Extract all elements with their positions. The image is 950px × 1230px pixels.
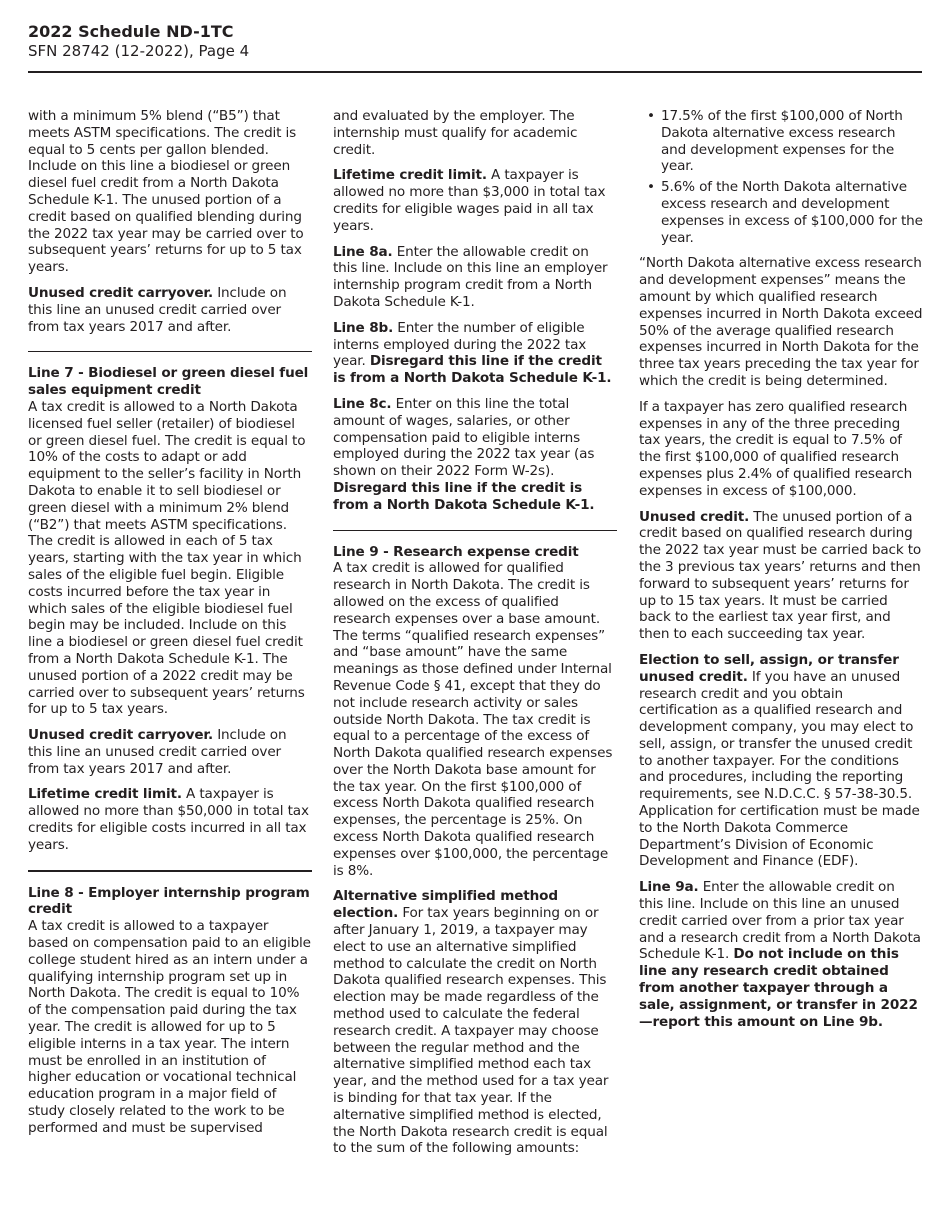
lifetime-limit-lead: Lifetime credit limit.	[28, 786, 182, 803]
line-8c-note: Disregard this line if the credit is from a North Dakota Schedule K-1.	[333, 479, 595, 513]
line-9-text: A tax credit is allowed for qualified research in North Dakota. The credit is allowed on the excess of qualified research expenses over a base amount. The terms “qualified research expenses” and “base amount” have the same meanings as those defined under Internal Revenue Code § 41, except that they do not include research activity or sales outside North Dakota. The tax credit is equal to a percentage of the excess of North Dakota qualified research expenses over the North Dakota base amount for the tax year. On the first $100,000 of excess North Dakota qualified research expenses, the percentage is 25%. On excess North Dakota qualified research expenses over $100,000, the percentage is 8%.	[333, 560, 613, 879]
list-item	[639, 108, 923, 175]
line-8c-text: Enter on this line the total amount of wages, salaries, or other compensation paid to eligible interns employed during the 2022 tax year (as shown on their 2022 Form W-2s).	[333, 395, 595, 480]
line-9a-lead: Line 9a.	[639, 879, 699, 896]
unused-credit-text: The unused portion of a credit based on qualified research during the 2022 tax year must be carried back to the 3 previous tax years’ returns and then forward to subsequent years’ returns for up to 15 tax years. It must be carried back to the earliest tax year first, and then to each succeeding tax year.	[639, 508, 922, 643]
alternative-method-paragraph	[333, 888, 617, 1157]
election-transfer-paragraph	[639, 652, 923, 870]
line-7-text: A tax credit is allowed to a North Dakota licensed fuel seller (retailer) of biodiesel or green diesel fuel. The credit is equal to 10% of the costs to adapt or add equipment to the seller’s facility in North Dakota to enable it to sell biodiesel or green diesel with a minimum 2% blend (“B2”) that meets ASTM specifications. The credit is allowed in each of 5 tax years, starting with the tax year in which sales of the eligible fuel begin. Eligible costs incurred before the tax year in which sales of the eligible biodiesel fuel begin may be included. Include on this line a biodiesel or green diesel fuel credit from a North Dakota Schedule K-1. The unused portion of a 2022 credit may be carried over to subsequent years’ returns for up to 5 tax years.	[28, 398, 306, 718]
bullet-icon: •	[647, 179, 655, 196]
line-9a-note: Do not include on this line any research credit obtained from another taxpayer through a sale, assignment, or transfer in 2022—report this amount on Line 9b.	[639, 946, 918, 1030]
section-divider	[28, 351, 312, 352]
line-7-heading: Line 7 - Biodiesel or green diesel fuel sales equipment credit	[28, 365, 309, 399]
section-divider	[333, 530, 617, 531]
line-8b-lead: Line 8b.	[333, 319, 394, 336]
lifetime-limit-lead: Lifetime credit limit.	[333, 167, 487, 184]
line-8a-text: Enter the allowable credit on this line. Include on this line an employer internship program credit from a North Dakota Schedule K-1.	[333, 243, 608, 310]
bullet-icon: •	[647, 108, 655, 124]
alternative-method-lead: Alternative simplified method election.	[333, 888, 558, 922]
line-8b-note: Disregard this line if the credit is from a North Dakota Schedule K-1.	[333, 353, 612, 387]
line-9-heading: Line 9 - Research expense credit	[333, 543, 579, 560]
line-8-text: A tax credit is allowed to a taxpayer based on compensation paid to an eligible college student hired as an intern under a qualifying internship program set up in North Dakota. The credit is equal to 10% of the compensation paid during the tax year. The credit is allowed for up to 5 eligible interns in a tax year. The intern must be enrolled in an institution of higher education or vocational technical education program in a major field of study closely related to the work to be performed and must be supervised	[28, 918, 311, 1136]
unused-carryover-text: Include on this line an unused credit carried over from tax years 2017 and after.	[28, 284, 287, 335]
unused-carryover-paragraph	[28, 285, 312, 335]
line-8-continued: and evaluated by the employer. The internship must qualify for academic credit.	[333, 108, 578, 158]
unused-carryover-lead: Unused credit carryover.	[28, 727, 214, 744]
lifetime-limit-paragraph	[333, 167, 617, 234]
unused-carryover-lead: Unused credit carryover.	[28, 284, 214, 301]
line-8-heading: Line 8 - Employer internship program credit	[28, 884, 310, 918]
list-item	[639, 179, 923, 246]
line-8b-text: Enter the number of eligible interns employed during the 2022 tax year.	[333, 319, 587, 370]
page-header	[28, 22, 922, 61]
lifetime-limit-text: A taxpayer is allowed no more than $50,000 in total tax credits for eligible costs incurred in all tax years.	[28, 786, 309, 853]
unused-carryover-text: Include on this line an unused credit carried over from tax years 2017 and after.	[28, 727, 287, 777]
alternative-method-text: For tax years beginning on or after January 1, 2019, a taxpayer may elect to use an alternative simplified method to calculate the credit on North Dakota qualified research expenses. This election may be made regardless of the method used to calculate the federal research credit. A taxpayer may choose between the regular method and the alternative simplified method each tax year, and the method used for a tax year is binding for that tax year. If the alternative simplified method is elected, the North Dakota research credit is equal to the sum of the following amounts:	[333, 905, 609, 1157]
biodiesel-blending-continued: with a minimum 5% blend (“B5”) that meets ASTM specifications. The credit is equal to 5 cents per gallon blended. Include on this line a biodiesel or green diesel fuel credit from a North Dakota Schedule K-1. The unused portion of a credit based on qualified blending during the 2022 tax year may be carried over to subsequent years’ returns for up to 5 tax years.	[28, 108, 304, 276]
column-1	[28, 108, 312, 1137]
lifetime-limit-paragraph	[28, 786, 312, 853]
list-item-text: 17.5% of the first $100,000 of North Dakota alternative excess research and development expenses for the year.	[661, 108, 903, 175]
lifetime-limit-text: A taxpayer is allowed no more than $3,000 in total tax credits for eligible wages paid in all tax years.	[333, 167, 606, 234]
section-divider	[28, 870, 312, 872]
alternative-method-amounts-list	[639, 108, 923, 246]
line-9a-text: Enter the allowable credit on this line. Include on this line an unused credit carried over from a prior tax year and a research credit from a North Dakota Schedule K-1.	[639, 879, 921, 963]
unused-credit-paragraph	[639, 509, 923, 643]
election-transfer-lead: Election to sell, assign, or transfer unused credit.	[639, 651, 899, 685]
header-divider	[28, 71, 922, 73]
list-item-text: 5.6% of the North Dakota alternative excess research and development expenses in excess of $100,000 for the year.	[661, 179, 923, 246]
line-9a-paragraph	[639, 879, 923, 1030]
form-subtitle: SFN 28742 (12-2022), Page 4	[28, 42, 250, 60]
line-8b-paragraph	[333, 320, 617, 387]
unused-carryover-paragraph	[28, 727, 312, 777]
column-2	[333, 108, 617, 1157]
line-8a-lead: Line 8a.	[333, 243, 393, 260]
column-3	[639, 108, 923, 1030]
excess-expenses-definition: “North Dakota alternative excess research and development expenses” means the amount by which qualified research expenses incurred in North Dakota exceed 50% of the average qualified research expenses incurred in North Dakota for the three tax years preceding the tax year for which the credit is being determined.	[639, 255, 923, 389]
line-8c-paragraph	[333, 396, 617, 514]
zero-expenses-paragraph: If a taxpayer has zero qualified research expenses in any of the three preceding tax years, the credit is equal to 7.5% of the first $100,000 of qualified research expenses plus 2.4% of qualified research expenses in excess of $100,000.	[639, 398, 913, 499]
line-8a-paragraph	[333, 244, 617, 311]
election-transfer-text: If you have an unused research credit and you obtain certification as a qualified research and development company, you may elect to sell, assign, or transfer the unused credit to another taxpayer. For the conditions and procedures, including the reporting requirements, see N.D.C.C. § 57-38-30.5. Application for certification must be made to the North Dakota Commerce Department’s Division of Economic Development and Finance (EDF).	[639, 668, 920, 870]
unused-credit-lead: Unused credit.	[639, 508, 750, 525]
form-title: 2022 Schedule ND-1TC	[28, 22, 234, 41]
line-8c-lead: Line 8c.	[333, 395, 392, 412]
